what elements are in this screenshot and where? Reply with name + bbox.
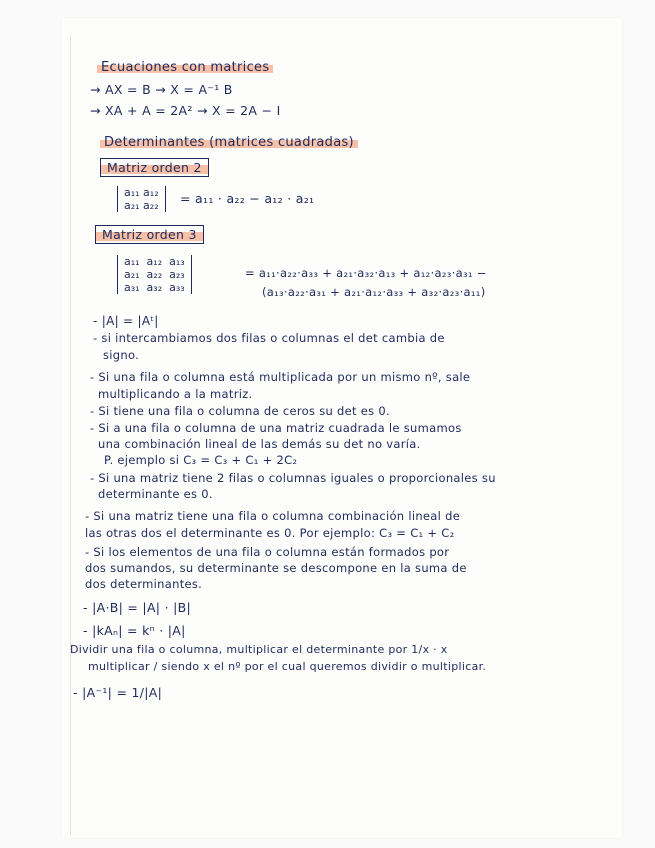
property-line: - Si tiene una fila o columna de ceros su det es 0. [90, 404, 390, 418]
order3-heading [95, 227, 204, 242]
order3-matrix: a₁₁ a₁₂ a₁₃ a₂₁ a₂₂ a₂₃ a₃₁ a₃₂ a₃₃ [117, 255, 192, 294]
property-line: Dividir una fila o columna, multiplicar el determinante por 1/x · x [70, 643, 448, 656]
order2-formula: = a₁₁ · a₂₂ − a₁₂ · a₂₁ [180, 191, 315, 206]
property-line: - Si los elementos de una fila o columna están formados por [85, 545, 450, 559]
equation-line-2: → XA + A = 2A² → X = 2A − I [90, 103, 281, 118]
margin-line [70, 35, 71, 835]
property-line: - Si a una fila o columna de una matriz cuadrada le sumamos [90, 421, 462, 435]
property-line: signo. [103, 348, 140, 362]
property-line: - Si una fila o columna está multiplicada por un mismo nº, sale [90, 370, 471, 384]
property-line: - Si una matriz tiene una fila o columna combinación lineal de [85, 509, 461, 523]
equation-line-1: → AX = B → X = A⁻¹ B [90, 82, 233, 97]
order2-matrix: a₁₁ a₁₂ a₂₁ a₂₂ [117, 186, 166, 212]
property-line: - |kAₙ| = kⁿ · |A| [83, 623, 186, 638]
property-line: multiplicando a la matriz. [98, 387, 253, 401]
order3-formula-line-2: (a₁₃·a₂₂·a₃₁ + a₂₁·a₁₂·a₃₃ + a₃₂·a₂₃·a₁₁) [262, 285, 486, 299]
determinants-heading-text: Determinantes (matrices cuadradas) [100, 135, 358, 150]
property-line: - |A·B| = |A| · |B| [83, 600, 192, 615]
property-line: las otras dos el determinante es 0. Por ejemplo: C₃ = C₁ + C₂ [85, 526, 455, 540]
property-line: una combinación lineal de las demás su det no varía. [98, 437, 421, 451]
determinants-heading [100, 135, 358, 150]
order2-heading-text: Matriz orden 2 [100, 158, 209, 177]
order2-heading [100, 160, 209, 175]
property-line: dos sumandos, su determinante se descompone en la suma de [85, 561, 467, 575]
equations-heading-text: Ecuaciones con matrices [97, 60, 273, 75]
property-line: P. ejemplo si C₃ = C₃ + C₁ + 2C₂ [104, 453, 298, 467]
equations-heading [97, 60, 273, 75]
property-line: - |A| = |Aᵗ| [93, 314, 159, 328]
property-line: determinante es 0. [98, 487, 213, 501]
property-line: dos determinantes. [85, 577, 203, 591]
property-line: multiplicar / siendo x el nº por el cual queremos dividir o multiplicar. [88, 660, 487, 673]
order3-heading-text: Matriz orden 3 [95, 225, 204, 244]
order3-formula-line-1: = a₁₁·a₂₂·a₃₃ + a₂₁·a₃₂·a₁₃ + a₁₂·a₂₃·a₃₁ − [245, 266, 487, 280]
property-line: - si intercambiamos dos filas o columnas el det cambia de [93, 331, 445, 345]
property-line: - Si una matriz tiene 2 filas o columnas iguales o proporcionales su [90, 471, 496, 485]
property-line: - |A⁻¹| = 1/|A| [73, 685, 163, 700]
